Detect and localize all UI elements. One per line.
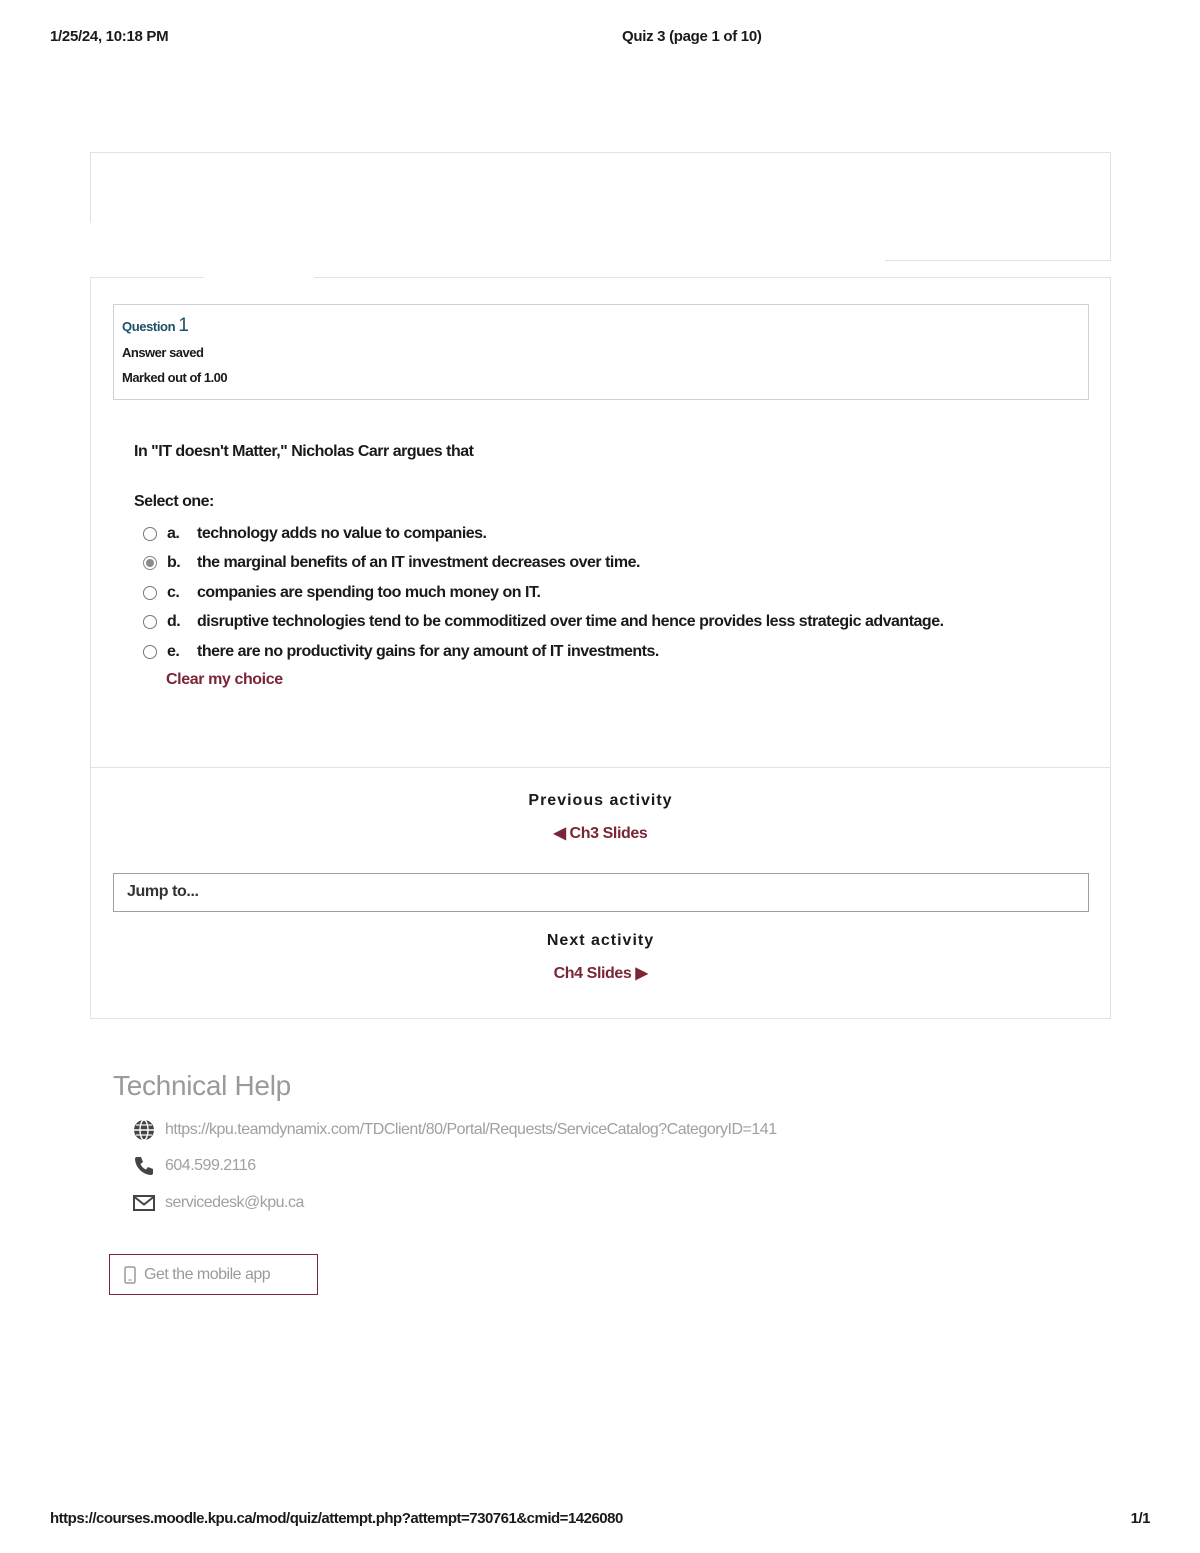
tech-help-url-link[interactable]: https://kpu.teamdynamix.com/TDClient/80/Portal/Requests/ServiceCatalog?CategoryID=141 [165, 1121, 777, 1138]
next-activity-row [90, 963, 1111, 983]
tech-help-url-row [133, 1119, 777, 1141]
phone-icon [133, 1155, 155, 1177]
print-page-number: 1/1 [1130, 1510, 1150, 1527]
mobile-app-label: Get the mobile app [144, 1265, 271, 1283]
select-one-prompt: Select one: [134, 493, 214, 510]
next-activity-link[interactable]: Ch4 Slides ▶ [553, 965, 648, 982]
previous-activity-heading: Previous activity [528, 792, 673, 809]
print-date: 1/25/24, 10:18 PM [50, 28, 169, 45]
print-footer-url: https://courses.moodle.kpu.ca/mod/quiz/attempt.php?attempt=730761&cmid=1426080 [50, 1510, 623, 1527]
question-grade: Marked out of 1.00 [122, 370, 228, 385]
jump-to-select[interactable]: Jump to... [113, 873, 1089, 912]
radio-button[interactable] [143, 527, 157, 541]
question-info [113, 304, 1089, 400]
answer-option-c[interactable] [143, 578, 944, 608]
tech-help-phone-row [133, 1155, 256, 1177]
next-activity-heading: Next activity [546, 932, 655, 949]
tech-help-email-link[interactable]: servicedesk@kpu.ca [165, 1194, 304, 1211]
clear-my-choice-link[interactable]: Clear my choice [166, 671, 283, 688]
question-text: In "IT doesn't Matter," Nicholas Carr argues that [134, 443, 474, 460]
radio-button[interactable] [143, 586, 157, 600]
previous-activity-link[interactable]: ◀ Ch3 Slides [553, 825, 648, 842]
question-number-value: 1 [178, 315, 189, 336]
answer-text: disruptive technologies tend to be commoditized over time and hence provides less strategic advantage. [197, 613, 944, 631]
answer-letter: a. [167, 524, 180, 542]
answer-text: there are no productivity gains for any amount of IT investments. [197, 642, 659, 660]
question-state: Answer saved [122, 345, 204, 360]
answer-option-a[interactable] [143, 519, 944, 549]
section-divider [91, 767, 1110, 768]
get-mobile-app-button[interactable] [109, 1254, 318, 1295]
answer-letter: e. [167, 642, 180, 660]
previous-activity-row [90, 823, 1111, 843]
answer-text: the marginal benefits of an IT investment decreases over time. [197, 554, 640, 572]
envelope-icon [133, 1192, 155, 1214]
answer-text: technology adds no value to companies. [197, 524, 487, 542]
mobile-phone-icon [124, 1266, 136, 1284]
answer-option-d[interactable] [143, 608, 944, 638]
radio-button-selected[interactable] [143, 556, 157, 570]
print-footer [50, 1510, 1150, 1530]
globe-icon [133, 1119, 155, 1141]
answer-list [143, 519, 944, 667]
tech-help-email-row [133, 1192, 304, 1214]
tech-help-phone[interactable]: 604.599.2116 [165, 1157, 256, 1174]
answer-letter: c. [167, 583, 180, 601]
radio-button[interactable] [143, 645, 157, 659]
top-panel [90, 152, 1111, 261]
print-header [50, 28, 1150, 48]
radio-button[interactable] [143, 615, 157, 629]
answer-letter: d. [167, 613, 181, 631]
answer-letter: b. [167, 554, 181, 572]
technical-help-title: Technical Help [113, 1070, 291, 1101]
question-number: Question 1 [122, 315, 189, 336]
print-page-title: Quiz 3 (page 1 of 10) [622, 28, 762, 45]
answer-option-b[interactable] [143, 549, 944, 579]
answer-option-e[interactable] [143, 637, 944, 667]
answer-text: companies are spending too much money on IT. [197, 583, 541, 601]
